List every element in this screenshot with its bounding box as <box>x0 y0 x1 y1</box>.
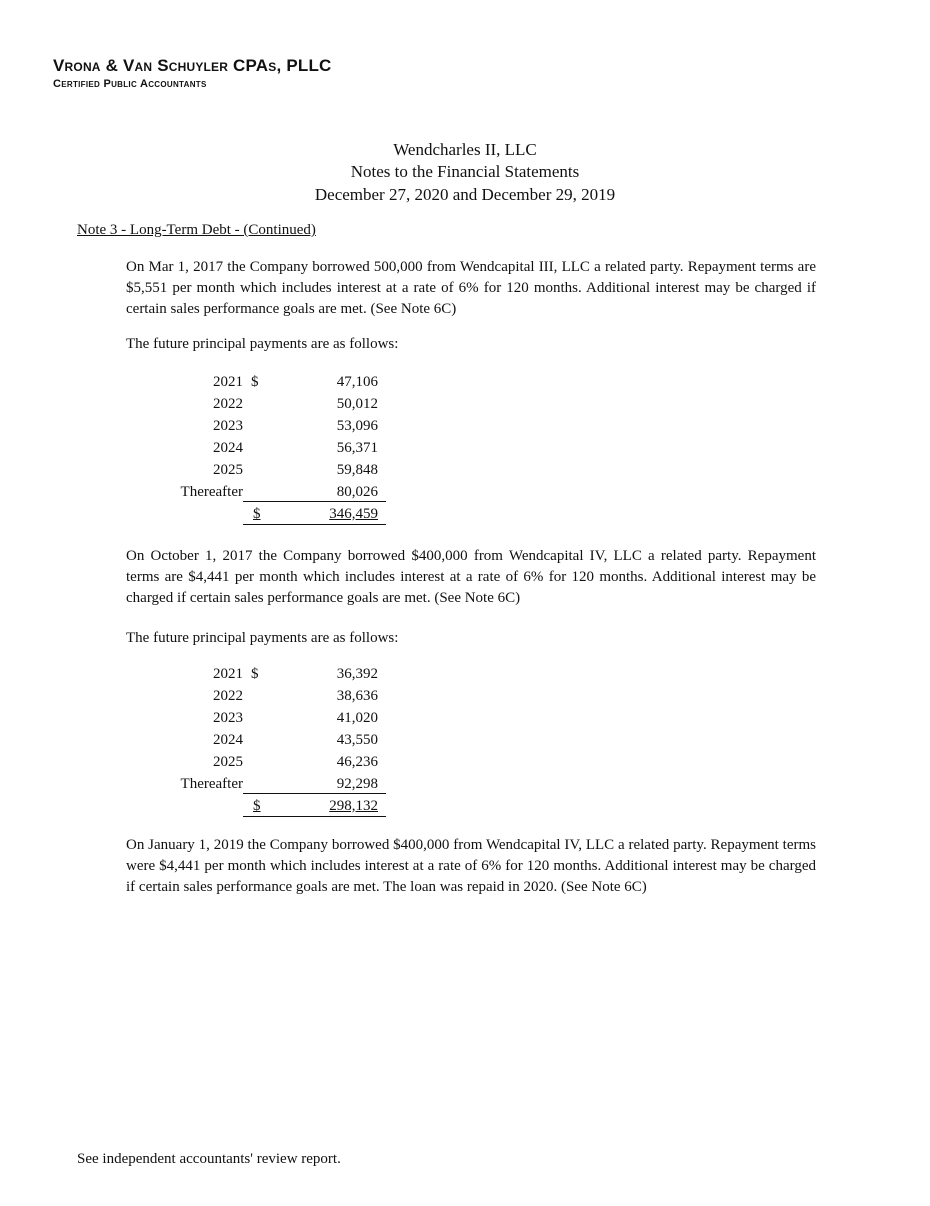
schedule-intro-1: The future principal payments are as follows: <box>126 336 399 352</box>
schedule-row <box>160 459 390 481</box>
schedule-year: Thereafter <box>180 484 243 500</box>
subtotal-rule <box>243 793 386 794</box>
schedule-row <box>160 729 390 751</box>
loan-paragraph-1: On Mar 1, 2017 the Company borrowed 500,000 from Wendcapital III, LLC a related party. Repayment terms are $5,551 per month which includes interest at a rate of 6% for 120 months. Additional interest may be charged if certain sales performance goals are met. (See Note 6C) <box>126 259 816 317</box>
schedule-year: 2023 <box>213 418 243 434</box>
schedule-year: 2025 <box>213 754 243 770</box>
schedule-row <box>160 437 390 459</box>
schedule-row <box>160 685 390 707</box>
schedule-amount: 47,106 <box>336 374 378 390</box>
schedule-total: 346,459 <box>329 506 378 522</box>
footer-note: See independent accountants' review report. <box>77 1151 341 1167</box>
schedule-amount: 43,550 <box>336 732 378 748</box>
schedule-amount: 59,848 <box>336 462 378 478</box>
schedule-intro-2: The future principal payments are as follows: <box>126 630 399 646</box>
statement-title: Notes to the Financial Statements <box>350 162 580 181</box>
schedule-year: Thereafter <box>180 776 243 792</box>
note-title: Note 3 - Long-Term Debt - (Continued) <box>77 222 316 238</box>
schedule-row <box>160 415 390 437</box>
schedule-amount: 46,236 <box>336 754 378 770</box>
loan-paragraph-2: On October 1, 2017 the Company borrowed $400,000 from Wendcapital IV, LLC a related party. Repayment terms are $4,441 per month which includes interest at a rate of 6% for 120 months. Additional interest may be charged if certain sales performance goals are met. (See Note 6C) <box>126 548 816 606</box>
currency-symbol: $ <box>253 798 261 814</box>
currency-symbol: $ <box>253 506 261 522</box>
schedule-amount: 36,392 <box>336 666 378 682</box>
schedule-year: 2025 <box>213 462 243 478</box>
total-double-rule <box>243 814 386 817</box>
currency-symbol: $ <box>251 374 259 390</box>
schedule-amount: 50,012 <box>336 396 378 412</box>
schedule-amount: 41,020 <box>336 710 378 726</box>
schedule-amount: 92,298 <box>336 776 378 792</box>
schedule-total-row <box>160 503 390 525</box>
entity-name: Wendcharles II, LLC <box>393 140 537 159</box>
schedule-year: 2021 <box>213 666 243 682</box>
schedule-amount: 56,371 <box>336 440 378 456</box>
schedule-row <box>160 371 390 393</box>
schedule-year: 2023 <box>213 710 243 726</box>
firm-subtitle: Certified Public Accountants <box>53 78 207 90</box>
schedule-year: 2024 <box>213 732 243 748</box>
currency-symbol: $ <box>251 666 259 682</box>
schedule-row <box>160 751 390 773</box>
schedule-year: 2022 <box>213 688 243 704</box>
schedule-row <box>160 707 390 729</box>
schedule-amount: 38,636 <box>336 688 378 704</box>
loan-paragraph-3: On January 1, 2019 the Company borrowed $400,000 from Wendcapital IV, LLC a related party. Repayment terms were $4,441 per month which includes interest at a rate of 6% for 120 months. Additional interest may be charged if certain sales performance goals are met. The loan was repaid in 2020. (See Note 6C) <box>126 837 816 895</box>
schedule-year: 2021 <box>213 374 243 390</box>
schedule-row <box>160 663 390 685</box>
schedule-total: 298,132 <box>329 798 378 814</box>
payment-schedule-1 <box>160 371 390 525</box>
subtotal-rule <box>243 501 386 502</box>
schedule-amount: 80,026 <box>336 484 378 500</box>
schedule-row <box>160 393 390 415</box>
total-double-rule <box>243 522 386 525</box>
schedule-year: 2022 <box>213 396 243 412</box>
schedule-total-row <box>160 795 390 817</box>
statement-period: December 27, 2020 and December 29, 2019 <box>314 185 616 204</box>
payment-schedule-2 <box>160 663 390 817</box>
schedule-row <box>160 773 390 795</box>
schedule-amount: 53,096 <box>336 418 378 434</box>
schedule-row <box>160 481 390 503</box>
firm-name: Vrona & Van Schuyler CPAs, PLLC <box>53 56 332 75</box>
schedule-year: 2024 <box>213 440 243 456</box>
